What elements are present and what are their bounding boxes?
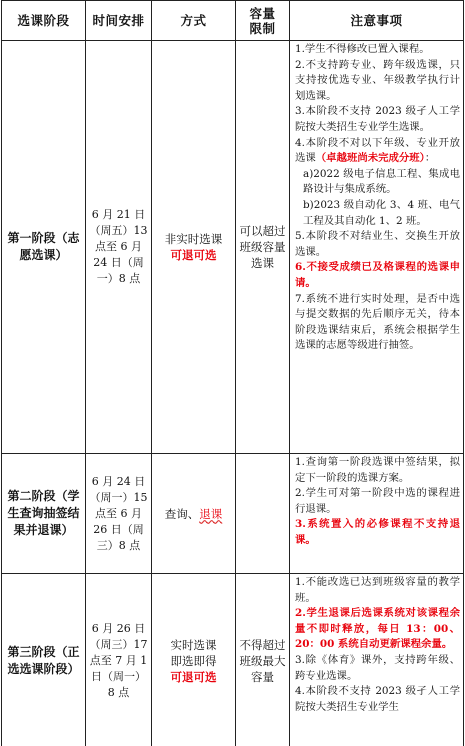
note-item [295, 58, 460, 105]
notes-list [295, 455, 460, 549]
method-line: 非实时选课 [164, 232, 223, 246]
notes-list [295, 42, 460, 354]
method-cell [152, 574, 236, 746]
method-line: 即选即得 [170, 653, 217, 668]
method-line: 实时选课 [170, 637, 217, 652]
method-cell [152, 454, 236, 574]
note-text: b)2023 级自动化 3、4 班、电气工程及其自动化 1、2 班。 [303, 198, 460, 227]
header-limit-line1: 容量 [249, 5, 276, 21]
limit-label: 可以超过班级容量选课 [239, 224, 286, 270]
note-text: 2.学生可对第一阶段中选的课程进行退课。 [295, 487, 460, 515]
method-text-highlight: 退课 [199, 506, 223, 521]
header-method: 方式 [152, 1, 236, 41]
table-row-stage-3 [2, 574, 464, 746]
note-item [295, 486, 460, 517]
limit-cell [236, 574, 290, 746]
course-selection-table [1, 0, 464, 746]
time-cell [86, 454, 152, 574]
method-line-highlight: 可退可选 [170, 248, 217, 262]
stage-cell [2, 41, 86, 454]
header-time: 时间安排 [86, 1, 152, 41]
stage-label: 第三阶段（正选选课阶段） [7, 644, 80, 676]
method-line-highlight: 可退可选 [170, 669, 217, 684]
header-row [2, 1, 464, 41]
note-text: 4.本阶段不支持 2023 级孑人工学院按大类招生专业学生 [295, 685, 460, 713]
note-text-highlight: 2.学生退课后选课系统对该课程余量不即时释放，每日 13：00、20：00 系统自动更新课程余量。 [295, 607, 460, 651]
method-text: 查询、 [164, 506, 200, 521]
note-text: 1.查询第一阶段选课中签结果，拟定下一阶段的选课方案。 [295, 456, 460, 484]
note-item [295, 455, 460, 486]
header-limit [236, 1, 290, 41]
header-limit-line2: 限制 [249, 20, 276, 36]
notes-cell [290, 41, 464, 454]
note-item [295, 606, 460, 653]
table-row-stage-1 [2, 41, 464, 454]
stage-label: 第一阶段（志愿选课） [7, 231, 80, 262]
header-notes: 注意事项 [290, 1, 464, 41]
note-text-tail: ： [424, 152, 436, 165]
note-text: 1.不能改选已达到班级容量的教学班。 [295, 576, 460, 604]
note-text-highlight: 6.不接受成绩已及格课程的选课申请。 [295, 261, 460, 289]
time-label: 6 月 21 日（周五）13 点至 6 月 24 日（周一）8 点 [89, 208, 148, 285]
stage-cell [2, 574, 86, 746]
note-item [295, 198, 460, 229]
note-text: 5.本阶段不对结业生、交换生开放选课。 [295, 230, 460, 258]
notes-cell [290, 574, 464, 746]
note-text-highlight: 3.系统置入的必修课程不支持退课。 [295, 518, 460, 546]
note-item [295, 653, 460, 684]
note-text: 3.本阶段不支持 2023 级孑人工学院按大类招生专业学生选课。 [295, 105, 460, 133]
notes-list [295, 575, 460, 715]
note-item [295, 517, 460, 548]
time-cell [86, 41, 152, 454]
note-item [295, 104, 460, 135]
note-item [295, 684, 460, 715]
note-text: a)2022 级电子信息工程、集成电路设计与集成系统。 [303, 167, 460, 196]
note-item [295, 229, 460, 260]
limit-cell [236, 454, 290, 574]
note-text-highlight: （卓越班尚未完成分班） [315, 152, 425, 165]
header-stage: 选课阶段 [2, 1, 86, 41]
note-item [295, 136, 460, 167]
time-label: 6 月 26 日（周三）17 点至 7 月 1 日（周一）8 点 [89, 621, 148, 699]
stage-label: 第二阶段（学生查询抽签结果并退课） [7, 489, 80, 537]
note-item [295, 575, 460, 606]
table-row-stage-2 [2, 454, 464, 574]
note-item [295, 167, 460, 198]
stage-cell [2, 454, 86, 574]
note-text: 2.不支持跨专业、跨年级选课，只支持按优选专业、年级教学执行计划选课。 [295, 58, 460, 102]
limit-label: 不得超过班级最大容量 [239, 637, 286, 684]
note-text: 1.学生不得修改已置入课程。 [295, 43, 430, 55]
time-cell [86, 574, 152, 746]
note-text: 3.除《体育》课外，支持跨年级、跨专业选课。 [295, 653, 460, 682]
note-text: 4.本阶段不对以下年级、专业开放选课 [295, 136, 460, 165]
note-item [295, 260, 460, 291]
note-text: 7.系统不进行实时处理，是否中选与提交数据的先后顺序无关，待本阶段选课结束后，系统会根据学生选课的志愿等级进行抽签。 [295, 292, 460, 352]
notes-cell [290, 454, 464, 574]
note-item [295, 42, 460, 58]
method-cell [152, 41, 236, 454]
note-item [295, 292, 460, 354]
time-label: 6 月 24 日（周一）15 点至 6 月 26 日（周三）8 点 [89, 474, 148, 552]
limit-cell [236, 41, 290, 454]
